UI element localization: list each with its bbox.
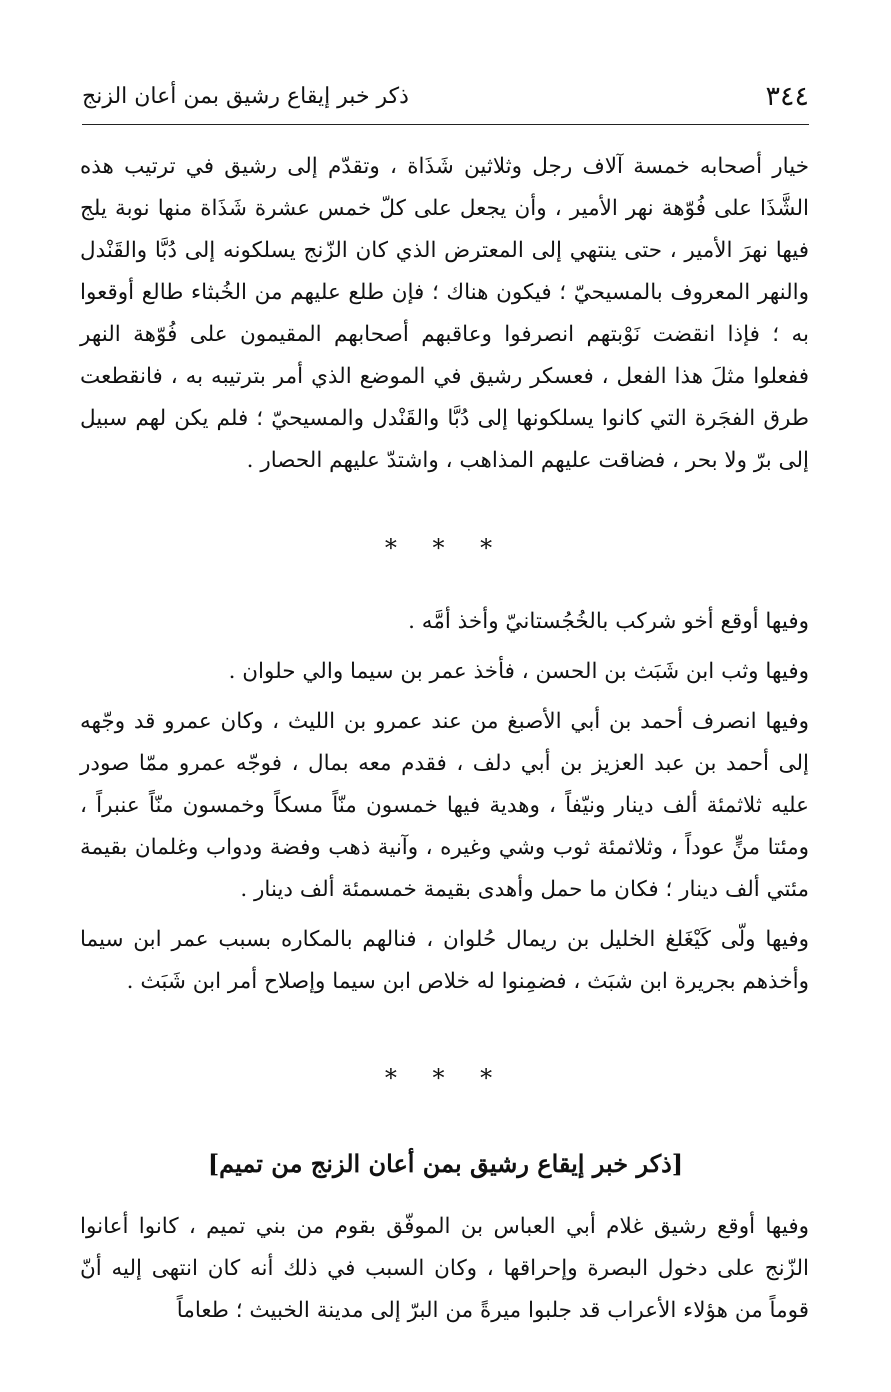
text-block-3 [80,1206,809,1332]
paragraph: وفيها أوقع رشيق غلام أبي العباس بن الموفّق بقوم من بني تميم ، كانوا أعانوا الزّنج على دخول البصرة وإحراقها ، وكان السبب في ذلك أنه كان انتهى إليه أنّ قوماً من هؤلاء الأعراب قد جلبوا ميرةً من البرّ إلى مدينة الخبيث ؛ طعاماً [80,1214,809,1323]
text-block-1 [80,146,809,482]
paragraph: وفيها أوقع أخو شركب بالخُجُستانيّ وأخذ أمَّه . [408,609,809,634]
running-head: ذكر خبر إيقاع رشيق بمن أعان الزنج [82,84,409,109]
page-number: ٣٤٤ [765,81,809,112]
paragraph: وفيها انصرف أحمد بن أبي الأصبغ من عند عمرو بن الليث ، وكان عمرو قد وجّهه إلى أحمد بن عبد العزيز بن أبي دلف ، فقدم معه بمال ، فوجّه عمرو ممّا صودر عليه ثلاثمئة ألف دينار ونيّفاً ، وهدية فيها خمسون منّاً مسكاً وخمسون منّاً عنبراً ، ومئتا منٍّ عوداً ، وثلاثمئة ثوب وشي وغيره ، وآنية ذهب وفضة ودواب وغلمان بقيمة مئتي ألف دينار ؛ فكان ما حمل وأهدى بقيمة خمسمئة ألف دينار . [80,709,809,902]
paragraph: خيار أصحابه خمسة آلاف رجل وثلاثين شَذَاة ، وتقدّم إلى رشيق في ترتيب هذه الشَّذَا على فُوّهة نهر الأمير ، وأن يجعل على كلّ خمس عشرة شَذَاة منها نوبة يلج فيها نهرَ الأمير ، حتى ينتهي إلى المعترض الذي كان الزّنج يسلكونه إلى دُبَّا والقَنْدل والنهر المعروف بالمسيحيّ ؛ فيكون هناك ؛ فإن طلع عليهم من الخُبثاء طالع أوقعوا به ؛ فإذا انقضت نَوْبتهم انصرفوا وعاقبهم أصحابهم المقيمون على فُوّهة النهر ففعلوا مثلَ هذا الفعل ، فعسكر رشيق في الموضع الذي أمر بترتيبه به ، فانقطعت طرق الفجَرة التي كانوا يسلكونها إلى دُبَّا والقَنْدل والمسيحيّ ؛ فلم يكن لهم سبيل إلى برّ ولا بحر ، فضاقت عليهم المذاهب ، واشتدّ عليهم الحصار . [80,154,809,473]
page-header [82,80,809,120]
header-rule [82,124,809,125]
section-heading: [ذكر خبر إيقاع رشيق بمن أعان الزنج من تميم] [207,1149,684,1178]
paragraph: وفيها ولّى كَيْغَلغ الخليل بن ريمال حُلوان ، فنالهم بالمكاره بسبب عمر ابن سيما وأخذهم بجريرة ابن شبَث ، فضمِنوا له خلاص ابن سيما وإصلاح أمر ابن شَبَث . [80,927,809,994]
paragraph: وفيها وثب ابن شَبَث بن الحسن ، فأخذ عمر بن سيما والي حلوان . [228,659,809,684]
section-divider: * * * [384,1064,507,1092]
text-block-2 [80,601,809,1011]
section-divider: * * * [384,534,507,562]
